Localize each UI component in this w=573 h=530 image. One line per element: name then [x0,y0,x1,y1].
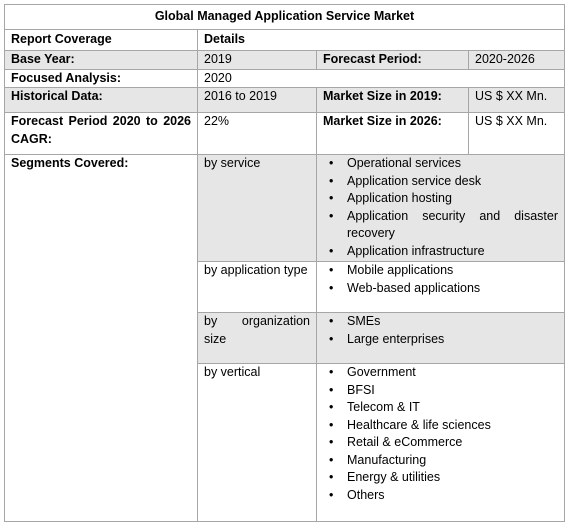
historical-data-row [5,88,565,113]
segment-items-organization-size [317,313,565,364]
focused-analysis-label: Focused Analysis: [5,69,198,88]
segment-list-organization-size [323,313,558,348]
table-header-row [5,30,565,51]
header-report-coverage: Report Coverage [5,30,198,51]
segment-list-service [323,155,558,260]
cagr-row [5,113,565,155]
segment-name-service [198,155,317,262]
table-title: Global Managed Application Service Market [5,5,565,30]
segment-items-vertical [317,364,565,522]
focused-analysis-value: 2020 [198,69,565,88]
list-item: • Web-based applications [323,280,558,298]
segments-covered-label: Segments Covered: [5,155,198,522]
base-year-label: Base Year: [5,51,198,70]
segment-application-type-label: by application type [204,263,308,277]
table-title-row [5,5,565,30]
forecast-period-value: 2020-2026 [469,51,565,70]
segment-items-service [317,155,565,262]
market-size-2019-value: US $ XX Mn. [469,88,565,113]
list-item: • SMEs [323,313,558,331]
base-year-value: 2019 [198,51,317,70]
segment-name-application-type [198,262,317,313]
list-item: • Application infrastructure [323,243,558,261]
segment-organization-size-label: by organization size [204,314,310,346]
report-table-wrapper [4,4,565,522]
header-details: Details [198,30,565,51]
list-item: • Others [323,487,558,505]
list-item: • BFSI [323,382,558,400]
list-item: • Mobile applications [323,262,558,280]
segment-name-organization-size [198,313,317,364]
segment-list-vertical [323,364,558,504]
historical-data-value: 2016 to 2019 [198,88,317,113]
focused-analysis-row [5,69,565,88]
cagr-value: 22% [198,113,317,155]
list-item: • Application security and disaster recovery [323,208,558,243]
list-item: • Energy & utilities [323,469,558,487]
list-item: • Telecom & IT [323,399,558,417]
segment-service-label: by service [204,156,261,170]
list-item: • Application hosting [323,190,558,208]
list-item: • Manufacturing [323,452,558,470]
segment-items-application-type [317,262,565,313]
market-size-2026-value: US $ XX Mn. [469,113,565,155]
list-item: • Healthcare & life sciences [323,417,558,435]
historical-data-label: Historical Data: [5,88,198,113]
cagr-label: Forecast Period 2020 to 2026 CAGR: [5,113,198,155]
list-item: • Large enterprises [323,331,558,349]
list-item: • Government [323,364,558,382]
market-size-2019-label: Market Size in 2019: [317,88,469,113]
segment-row-service [5,155,565,262]
list-item: • Application service desk [323,173,558,191]
segment-list-application-type [323,262,558,297]
market-size-2026-label: Market Size in 2026: [317,113,469,155]
segment-name-vertical: by vertical [198,364,317,522]
list-item: • Retail & eCommerce [323,434,558,452]
base-year-row [5,51,565,70]
forecast-period-label: Forecast Period: [317,51,469,70]
list-item: • Operational services [323,155,558,173]
report-coverage-table [4,4,565,522]
